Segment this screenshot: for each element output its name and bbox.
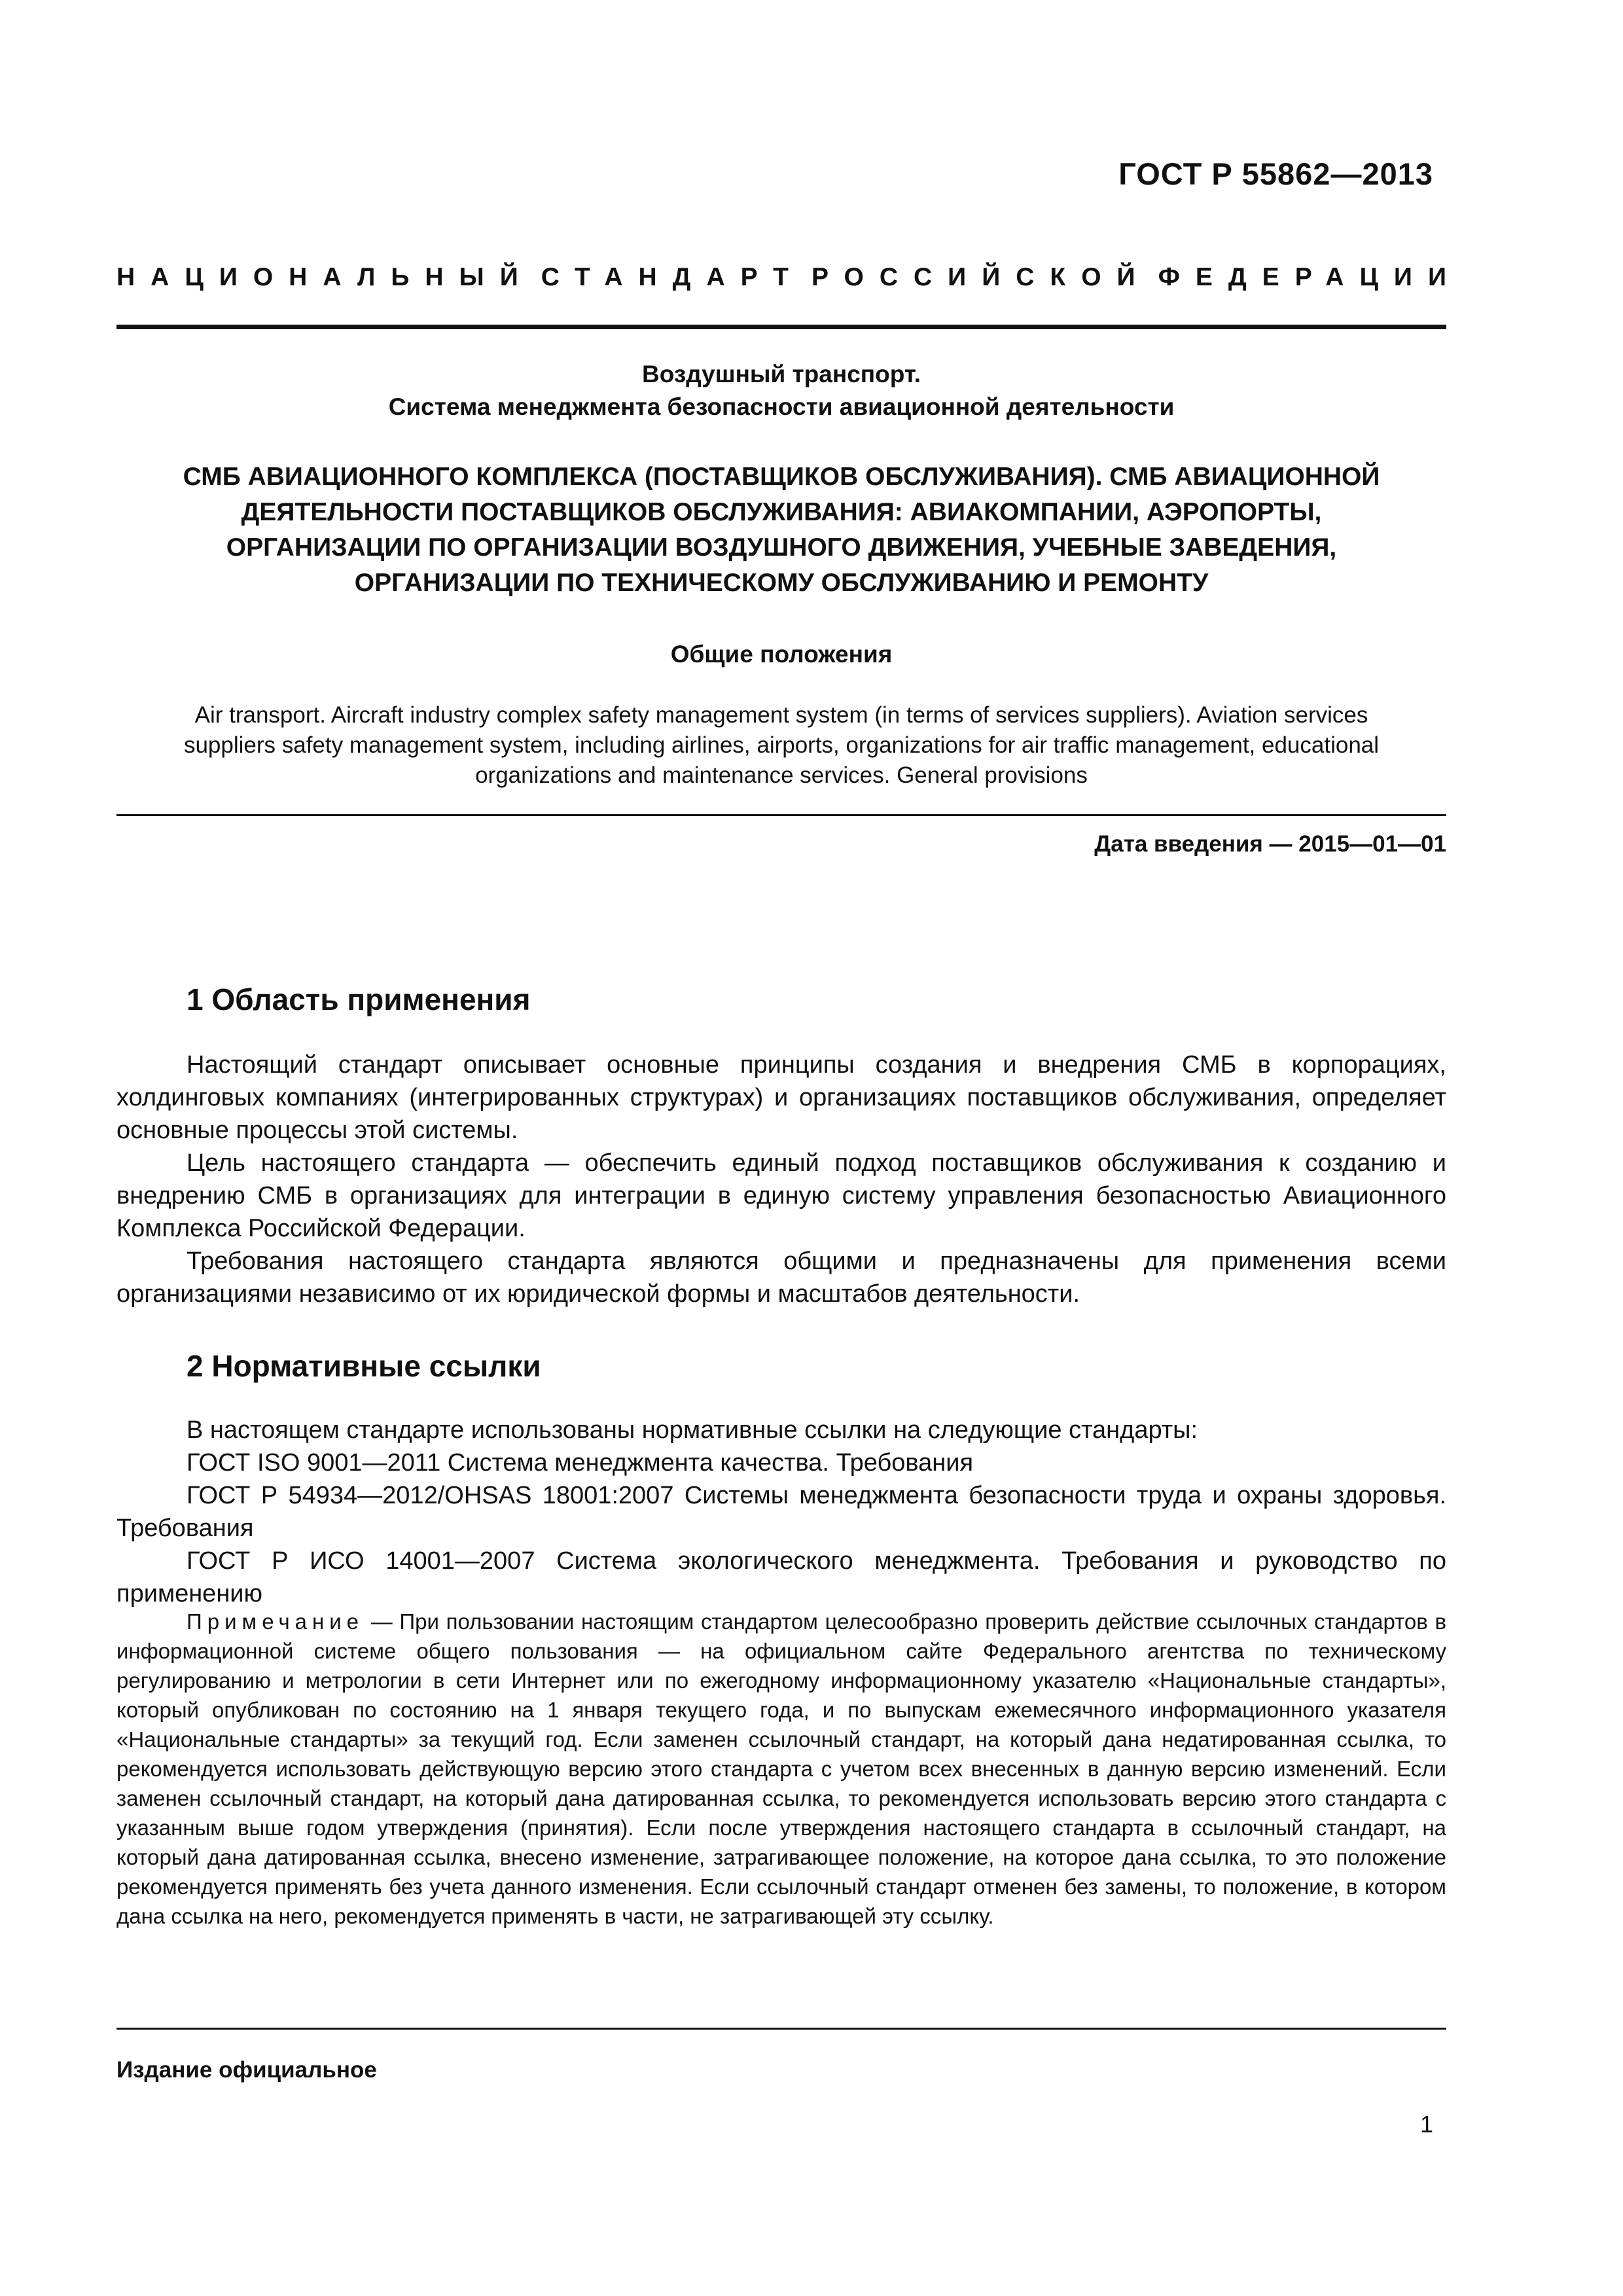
introduction-date: Дата введения — 2015—01—01: [1094, 831, 1446, 857]
english-title-line: suppliers safety management system, including airlines, airports, organizations for air traffic management, educational: [183, 732, 1380, 758]
main-title-line: ОРГАНИЗАЦИИ ПО ТЕХНИЧЕСКОМУ ОБСЛУЖИВАНИЮ И РЕМОНТУ: [354, 569, 1209, 597]
paragraph: Настоящий стандарт описывает основные принципы создания и внедрения СМБ в корпорациях, холдинговых компаниях (интегрированных структурах) и организациях поставщиков обслуживания, определяет основные процессы этой системы.: [116, 1051, 1446, 1144]
english-title-line: organizations and maintenance services. General provisions: [475, 762, 1088, 788]
reference-item: ГОСТ Р 54934—2012/OHSAS 18001:2007 Системы менеджмента безопасности труда и охраны здоровья. Требования: [116, 1482, 1446, 1542]
section-1-body: [116, 1049, 1446, 1310]
subtitle-line: Система менеджмента безопасности авиационной деятельности: [388, 393, 1175, 420]
national-standard-banner: [116, 263, 1462, 292]
note-label: Примечание: [187, 1609, 365, 1634]
document-code: ГОСТ Р 55862—2013: [1118, 156, 1433, 191]
official-edition-label: Издание официальное: [116, 2057, 377, 2083]
header-divider: [116, 325, 1446, 329]
paragraph: Требования настоящего стандарта являются общими и предназначены для применения всеми организациями независимо от их юридической формы и масштабов деятельности.: [116, 1247, 1446, 1308]
paragraph: В настоящем стандарте использованы нормативные ссылки на следующие стандарты:: [187, 1416, 1198, 1444]
footer-divider: [116, 2028, 1446, 2030]
main-title-line: ОРГАНИЗАЦИИ ПО ОРГАНИЗАЦИИ ВОЗДУШНОГО ДВИЖЕНИЯ, УЧЕБНЫЕ ЗАВЕДЕНИЯ,: [226, 533, 1337, 562]
section-2-body: [116, 1414, 1446, 1610]
banner-word: ФЕДЕРАЦИИ: [1158, 263, 1462, 291]
reference-item: ГОСТ Р ИСО 14001—2007 Система экологического менеджмента. Требования и руководство по применению: [116, 1547, 1446, 1607]
english-title-line: Air transport. Aircraft industry complex safety management system (in terms of services suppliers). Aviation services: [194, 702, 1368, 728]
main-title-line: СМБ АВИАЦИОННОГО КОМПЛЕКСА (ПОСТАВЩИКОВ ОБСЛУЖИВАНИЯ). СМБ АВИАЦИОННОЙ: [183, 463, 1380, 491]
section-1-heading: 1 Область применения: [187, 982, 531, 1016]
note-text: — При пользовании настоящим стандартом целесообразно проверить действие ссылочных стандартов в информационной системе общего пользования — на официальном сайте Федерального агентства по техническому регулированию и метрологии в сети Интернет или по ежегодному информационному указателю «Национальные стандарты», который опубликован по состоянию на 1 января текущего года, и по выпускам ежемесячного информационного указателя «Национальные стандарты» за текущий год. Если заменен ссылочный стандарт, на который дана недатированная ссылка, то рекомендуется использовать действующую версию этого стандарта с учетом всех внесенных в данную версию изменений. Если заменен ссылочный стандарт, на который дана датированная ссылка, то рекомендуется использовать версию этого стандарта с указанным выше годом утверждения (принятия). Если после утверждения настоящего стандарта в ссылочный стандарт, на который дана датированная ссылка, внесено изменение, затрагивающее положение, на которое дана ссылка, то это положение рекомендуется применять без учета данного изменения. Если ссылочный стандарт отменен без замены, то положение, в котором дана ссылка на него, рекомендуется применять в части, не затрагивающей эту ссылку.: [116, 1609, 1446, 1928]
page-number: 1: [1419, 2111, 1433, 2138]
main-title-line: ДЕЯТЕЛЬНОСТИ ПОСТАВЩИКОВ ОБСЛУЖИВАНИЯ: АВИАКОМПАНИИ, АЭРОПОРТЫ,: [241, 498, 1322, 526]
general-provisions: Общие положения: [670, 641, 893, 668]
note-block: [116, 1607, 1446, 1931]
title-divider: [116, 814, 1446, 816]
banner-word: НАЦИОНАЛЬНЫЙ: [116, 263, 534, 291]
section-2-heading: 2 Нормативные ссылки: [187, 1349, 541, 1383]
banner-word: СТАНДАРТ: [541, 263, 804, 291]
paragraph: Цель настоящего стандарта — обеспечить единый подход поставщиков обслуживания к созданию и внедрению СМБ в организациях для интеграции в единую систему управления безопасностью Авиационного Комплекса Российской Федерации.: [116, 1149, 1446, 1242]
main-title: [116, 459, 1446, 601]
subtitle-line: Воздушный транспорт.: [642, 361, 921, 387]
reference-item: ГОСТ ISO 9001—2011 Система менеджмента качества. Требования: [187, 1449, 974, 1477]
english-title: [116, 700, 1446, 791]
banner-word: РОССИЙСКОЙ: [812, 263, 1151, 291]
